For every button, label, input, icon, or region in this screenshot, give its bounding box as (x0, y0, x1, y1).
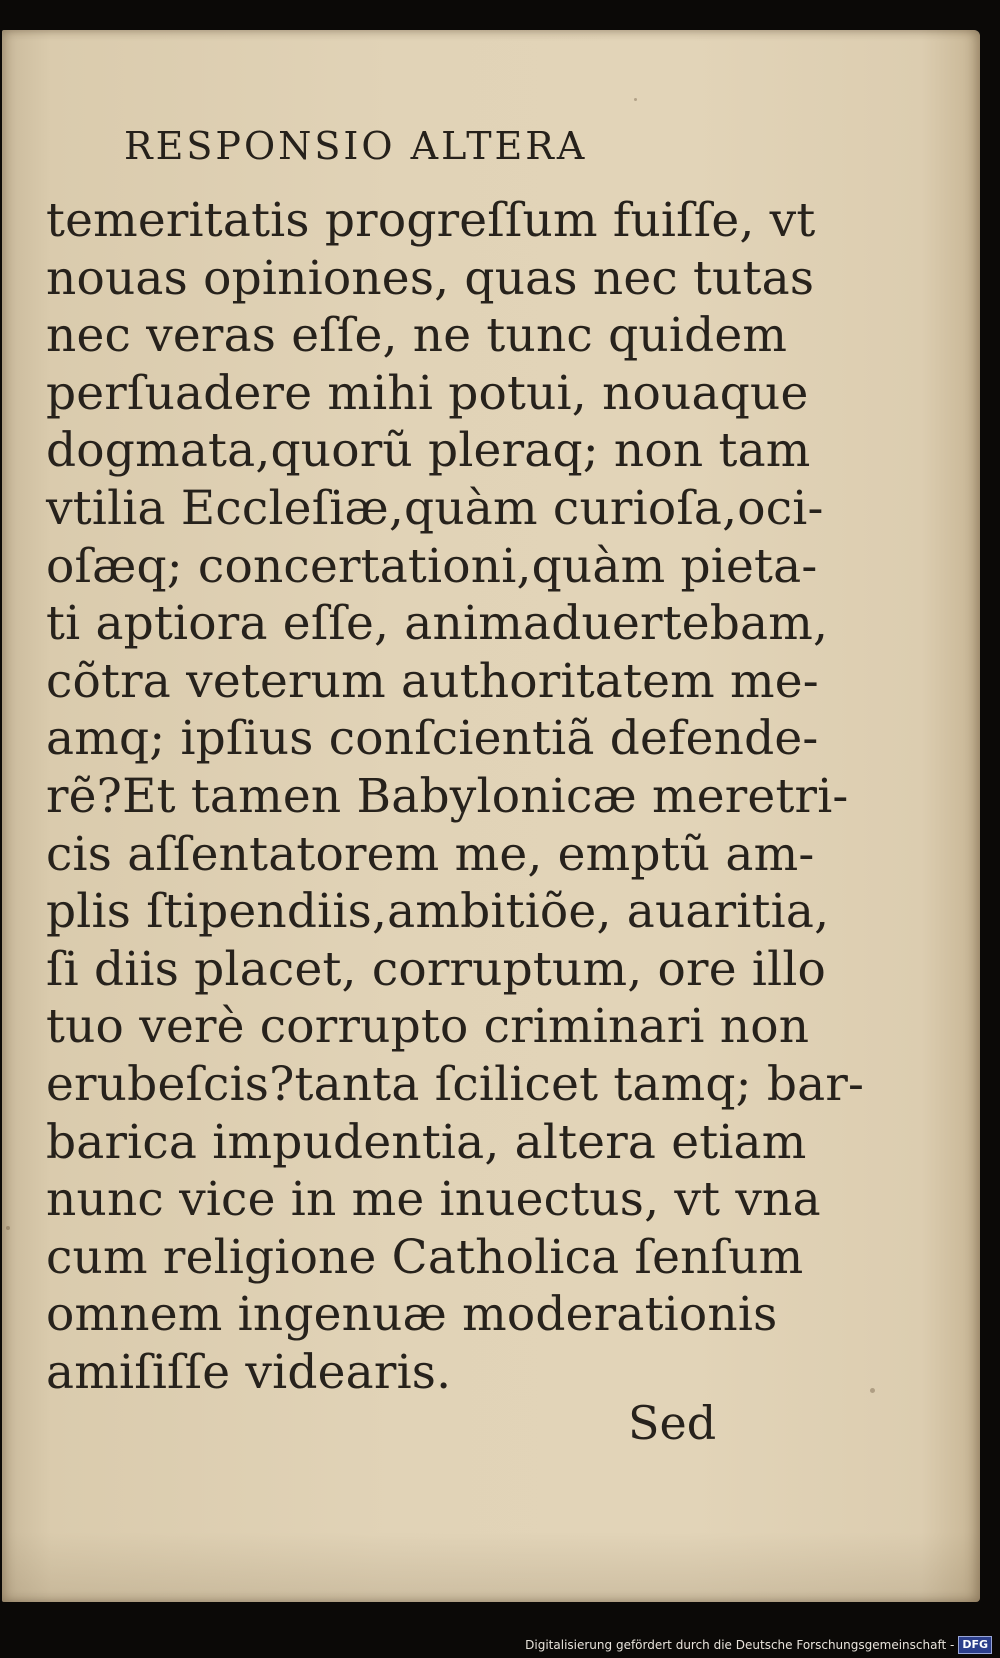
text-line: temeritatis progreſſum fuiſſe, vt (46, 193, 816, 248)
text-line: cis aſſentatorem me, emptũ am- (46, 826, 815, 882)
text-line: amq; ipſius conſcientiã defende- (46, 711, 819, 767)
book-page (2, 30, 980, 1602)
body-text (46, 192, 865, 1401)
text-line: ſi diis placet, corruptum, ore illo (46, 941, 827, 997)
dfg-logo: DFG (958, 1636, 992, 1654)
paper-spot (870, 1388, 875, 1393)
text-line: vtilia Eccleſiæ,quàm curioſa,oci- (46, 480, 824, 536)
text-line: nunc vice in me inuectus, vt vna (46, 1172, 821, 1228)
text-line: oſæq; concertationi,quàm pieta- (46, 538, 818, 594)
text-line: erubeſcis?tanta ſcilicet tamq; bar- (46, 1056, 865, 1112)
text-line: plis ſtipendiis,ambitiõe, auaritia, (46, 884, 830, 940)
paper-spot (716, 790, 719, 793)
text-line: tuo verè corrupto criminari non (46, 999, 810, 1055)
text-line: cõtra veterum authoritatem me- (46, 653, 819, 709)
text-line: omnem ingenuæ moderationis (46, 1287, 778, 1343)
text-line: ti aptiora eſſe, animaduertebam, (46, 596, 829, 652)
text-line: rẽ?Et tamen Babylonicæ meretri- (46, 768, 849, 824)
text-line: perſuadere mihi potui, nouaque (46, 365, 809, 421)
text-line: nec veras eſſe, ne tunc quidem (46, 308, 788, 364)
running-head: RESPONSIO ALTERA (124, 124, 588, 168)
digitization-credit (525, 1634, 992, 1656)
text-line: barica impudentia, altera etiam (46, 1114, 807, 1170)
text-line: dogmata,quorũ pleraq; non tam (46, 423, 811, 479)
text-line: cum religione Catholica ſenſum (46, 1229, 804, 1285)
catchword: Sed (628, 1396, 717, 1450)
text-line: amiſiſſe videaris. (46, 1344, 452, 1400)
credit-text: Digitalisierung gefördert durch die Deutsche Forschungsgemeinschaft - (525, 1638, 955, 1652)
paper-spot (6, 1226, 10, 1230)
paper-spot (634, 98, 637, 101)
text-line: nouas opiniones, quas nec tutas (46, 250, 815, 306)
